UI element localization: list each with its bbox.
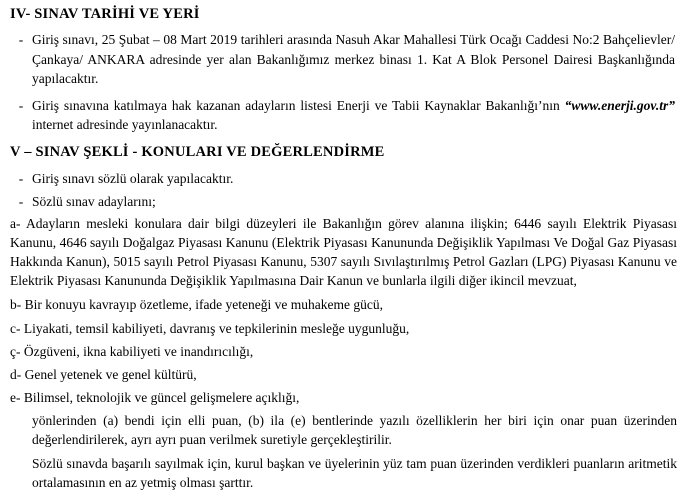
section-5-bullet-1	[10, 169, 679, 188]
bullet-text-with-link	[32, 96, 679, 134]
bullet-dash: -	[18, 193, 24, 209]
section-4-heading: IV- SINAV TARİHİ VE YERİ	[10, 6, 200, 22]
bullet-text: Sözlü sınav adaylarını;	[32, 193, 156, 209]
bullet-dash: -	[18, 170, 24, 186]
passing-score-paragraph: Sözlü sınavda başarılı sayılmak için, kurul başkan ve üyelerinin yüz tam puan üzerinden verdikleri puanların aritmetik ortalamasının en az yetmiş olması şarttır.	[32, 455, 677, 490]
section-5-heading: V – SINAV ŞEKLİ - KONULARI VE DEĞERLENDİRME	[10, 144, 385, 161]
criteria-item-c-cedilla: ç- Özgüveni, ikna kabiliyeti ve inandırıcılığı,	[10, 343, 254, 359]
section-5-bullet-2	[10, 192, 679, 211]
criteria-item-b: b- Bir konuyu kavrayıp özetleme, ifade yeteneği ve muhakeme gücü,	[10, 297, 383, 313]
criteria-item-e: e- Bilimsel, teknolojik ve güncel gelişmelere açıklığı,	[10, 390, 300, 406]
website-link[interactable]: “www.enerji.gov.tr”	[564, 97, 675, 113]
section-4-bullet-2	[10, 96, 679, 134]
bullet-text: Giriş sınavı sözlü olarak yapılacaktır.	[32, 170, 234, 186]
bullet-dash: -	[18, 97, 24, 113]
bullet-text-after: internet adresinde yayınlanacaktır.	[32, 117, 218, 133]
bullet-dash: -	[18, 32, 24, 48]
section-4-bullet-1	[10, 30, 679, 87]
bullet-text: Giriş sınavı, 25 Şubat – 08 Mart 2019 tarihleri arasında Nasuh Akar Mahallesi Türk Ocağı Caddesi No:2 Bahçelievler/Çankaya/ ANKARA adresinde yer alan Bakanlığımız merkez binası 1. Kat A Blok Personel Dairesi Başkanlığında yapılacaktır.	[32, 32, 675, 86]
criteria-item-d: d- Genel yetenek ve genel kültürü,	[10, 366, 197, 382]
criteria-item-a: a- Adayların mesleki konulara dair bilgi düzeyleri ile Bakanlığın görev alanına ilişkin; 6446 sayılı Elektrik Piyasası Kanunu, 4646 sayılı Doğalgaz Piyasası Kanunu (Elektrik Piyasası Kanununda Değişiklik Yapılması Ve Doğal Gaz Piyasası Hakkında Kanun), 5015 sayılı Petrol Piyasası Kanunu, 5307 sayılı Sıvılaştırılmış Petrol Gazları (LPG) Piyasası Kanunu ve Elektrik Piyasası Kanununda Değişiklik Yapılmasına Dair Kanun ve bunlarla ilgili diğer ikincil mevzuat,	[10, 215, 677, 288]
bullet-text-before: Giriş sınavına katılmaya hak kazanan adayların listesi Enerji ve Tabii Kaynaklar Bakanlığı’nın	[32, 97, 565, 113]
evaluation-paragraph: yönlerinden (a) bendi için elli puan, (b) ila (e) bentlerinde yazılı özelliklerin her biri için onar puan üzerinden değerlendirilerek, ayrı ayrı puan verilmek suretiyle gerçekleştirilir.	[32, 413, 677, 448]
criteria-item-c: c- Liyakati, temsil kabiliyeti, davranış ve tepkilerinin mesleğe uygunluğu,	[10, 320, 410, 336]
